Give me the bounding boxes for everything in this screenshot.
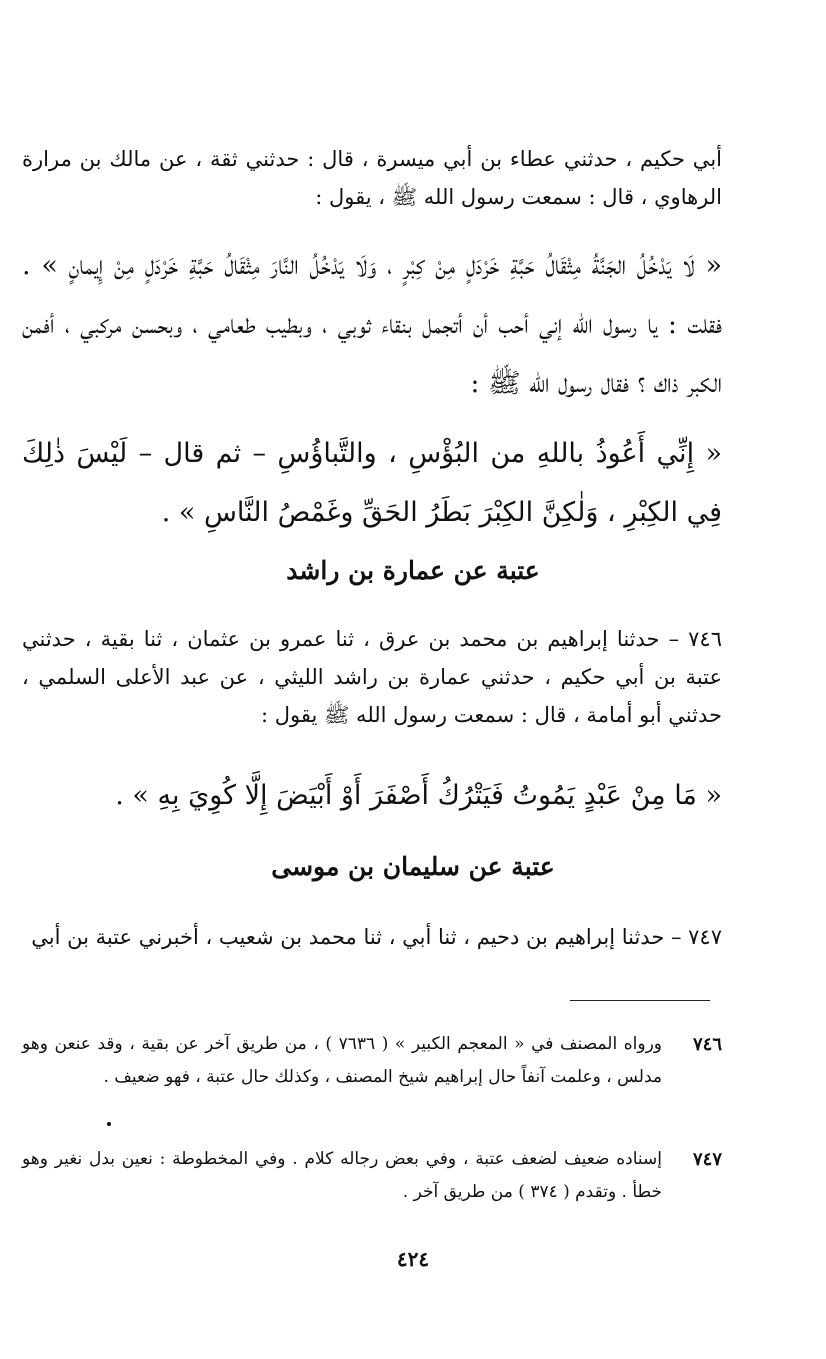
- footnote-text: إسناده ضعيف لضعف عتبة ، وفي بعض رجاله كلام . وفي المخطوطة : نعين بدل نغير وهو خطأ . وتقدم ( ٣٧٤ ) من طريق آخر .: [22, 1149, 662, 1202]
- hadith-paragraph: « إِنِّي أَعُوذُ باللهِ من البُؤْسِ ، والتَّباؤُسِ – ثم قال – لَيْسَ ذٰلِكَ فِي الكِبْرِ ، وَلٰكِنَّ الكِبْرَ بَطَرُ الحَقِّ وغَمْصُ النَّاسِ » .: [22, 438, 722, 528]
- section-heading: عتبة عن عمارة بن راشد: [286, 556, 540, 585]
- isnad-paragraph: ٧٤٦ – حدثنا إبراهيم بن محمد بن عرق ، ثنا عمرو بن عثمان ، ثنا بقية ، حدثني عتبة بن أبي حكيم ، حدثني عمارة بن راشد الليثي ، عن عبد الأعلى السلمي ، حدثني أبو أمامة ، قال : سمعت رسول الله ﷺ يقول :: [22, 627, 722, 727]
- section-heading: عتبة عن سليمان بن موسى: [271, 852, 555, 881]
- footnote: [22, 1028, 722, 1094]
- footnote: [22, 1143, 722, 1209]
- ink-speck: [107, 1122, 111, 1126]
- isnad-paragraph: ٧٤٧ – حدثنا إبراهيم بن دحيم ، ثنا أبي ، ثنا محمد بن شعيب ، أخبرني عتبة بن أبي: [31, 925, 722, 949]
- footnote-text: ورواه المصنف في « المعجم الكبير » ( ٧٦٣٦ ) ، من طريق آخر عن بقية ، وقد عنعن وهو مدلس ، وعلمت آنفاً حال إبراهيم شيخ المصنف ، وكذلك حال عتبة ، فهو ضعيف .: [22, 1034, 662, 1087]
- page-number: ٤٢٤: [396, 1247, 430, 1271]
- footnote-number: ٧٤٧: [692, 1149, 722, 1170]
- hadith-paragraph: « لَا يَدْخُلُ الجَنَّةُ مِثْقَالُ حَبَّةِ خَرْدَلٍ مِنْ كِبْرٍ ، وَلَا يَدْخُلُ النَّارَ مِثْقَالُ حَبَّةِ خَرْدَلٍ مِنْ إِيمانٍ » . فقلت : يا رسول الله إني أحب أن أتجمل بنقاء ثوبي ، وبطيب طعامي ، وبحسن مركبي ، أفمن الكبر ذاك ؟ فقال رسول الله ﷺ :: [22, 250, 722, 399]
- footnote-divider: [570, 1000, 710, 1001]
- isnad-paragraph: أبي حكيم ، حدثني عطاء بن أبي ميسرة ، قال : حدثني ثقة ، عن مالك بن مرارة الرهاوي ، قال : سمعت رسول الله ﷺ ، يقول :: [22, 147, 722, 209]
- footnote-number: ٧٤٦: [692, 1034, 722, 1055]
- hadith-paragraph: « مَا مِنْ عَبْدٍ يَمُوتُ فَيَتْرُكُ أَصْفَرَ أَوْ أَبْيَضَ إِلَّا كُوِيَ بِهِ » .: [115, 780, 722, 811]
